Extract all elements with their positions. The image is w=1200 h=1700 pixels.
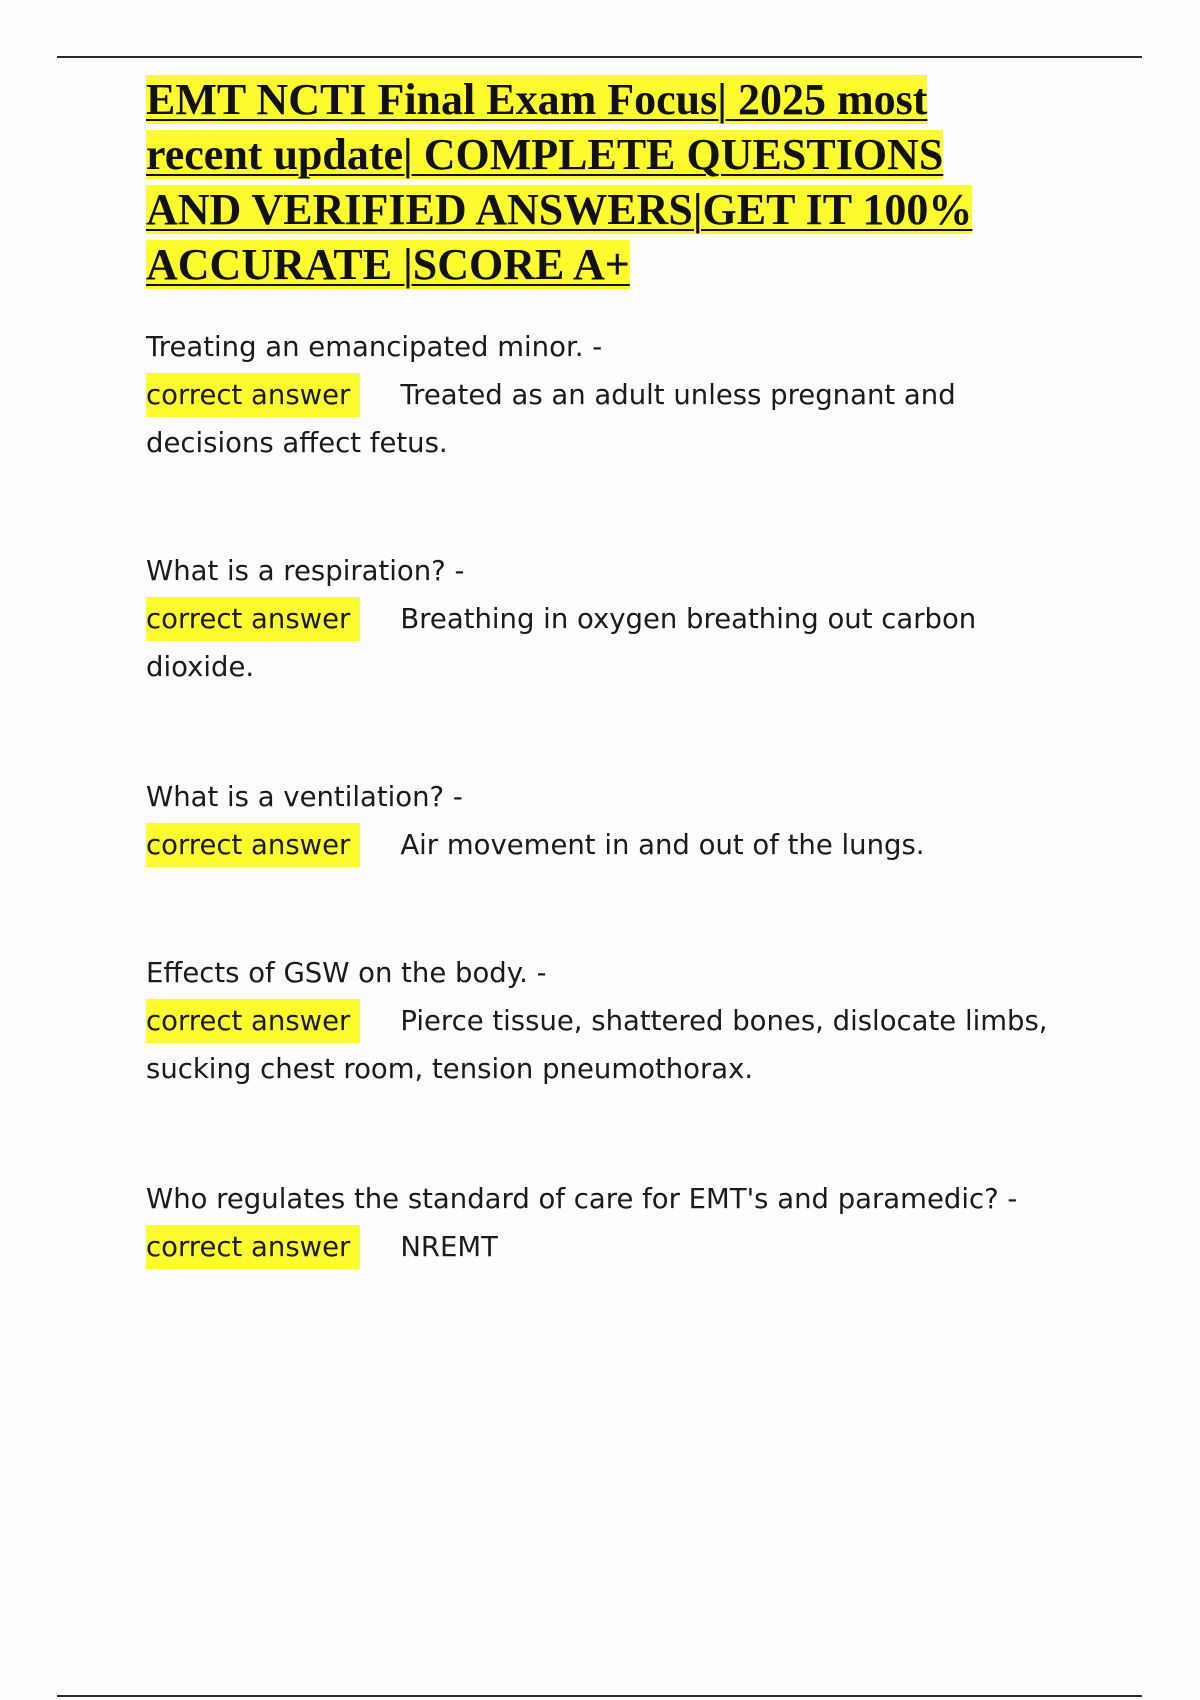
answer-text: NREMT [400,1231,498,1263]
document-title [146,72,1076,292]
title-line: AND VERIFIED ANSWERS|GET IT 100% [146,185,973,234]
answer-continuation: decisions affect fetus. [146,427,448,459]
answer-text: Treated as an adult unless pregnant and [400,379,956,411]
answer-line [146,595,1076,643]
answer-line [146,1223,1076,1271]
answer-line [146,371,1076,419]
qa-item [146,1175,1076,1271]
answer-continuation: sucking chest room, tension pneumothorax. [146,1053,754,1085]
answer-label: correct answer [146,373,360,417]
qa-item [146,547,1076,691]
answer-text: Pierce tissue, shattered bones, dislocate limbs, [400,1005,1048,1037]
qa-item [146,323,1076,467]
answer-text: Breathing in oxygen breathing out carbon [400,603,977,635]
answer-label: correct answer [146,823,360,867]
answer-label: correct answer [146,1225,360,1269]
title-line: recent update| COMPLETE QUESTIONS [146,130,944,179]
answer-continuation: dioxide. [146,651,255,683]
question-text: What is a ventilation? - [146,781,463,813]
title-line: ACCURATE |SCORE A+ [146,240,630,289]
question-text: Treating an emancipated minor. - [146,331,603,363]
answer-label: correct answer [146,597,360,641]
question-text: Who regulates the standard of care for EMT's and paramedic? - [146,1183,1018,1215]
bottom-rule [57,1695,1142,1697]
title-line: EMT NCTI Final Exam Focus| 2025 most [146,75,928,124]
question-text: What is a respiration? - [146,555,465,587]
top-rule [57,56,1142,58]
answer-label: correct answer [146,999,360,1043]
answer-text: Air movement in and out of the lungs. [400,829,925,861]
answer-line [146,821,1076,869]
question-text: Effects of GSW on the body. - [146,957,547,989]
answer-line [146,997,1076,1045]
qa-item [146,773,1076,869]
qa-item [146,949,1076,1093]
